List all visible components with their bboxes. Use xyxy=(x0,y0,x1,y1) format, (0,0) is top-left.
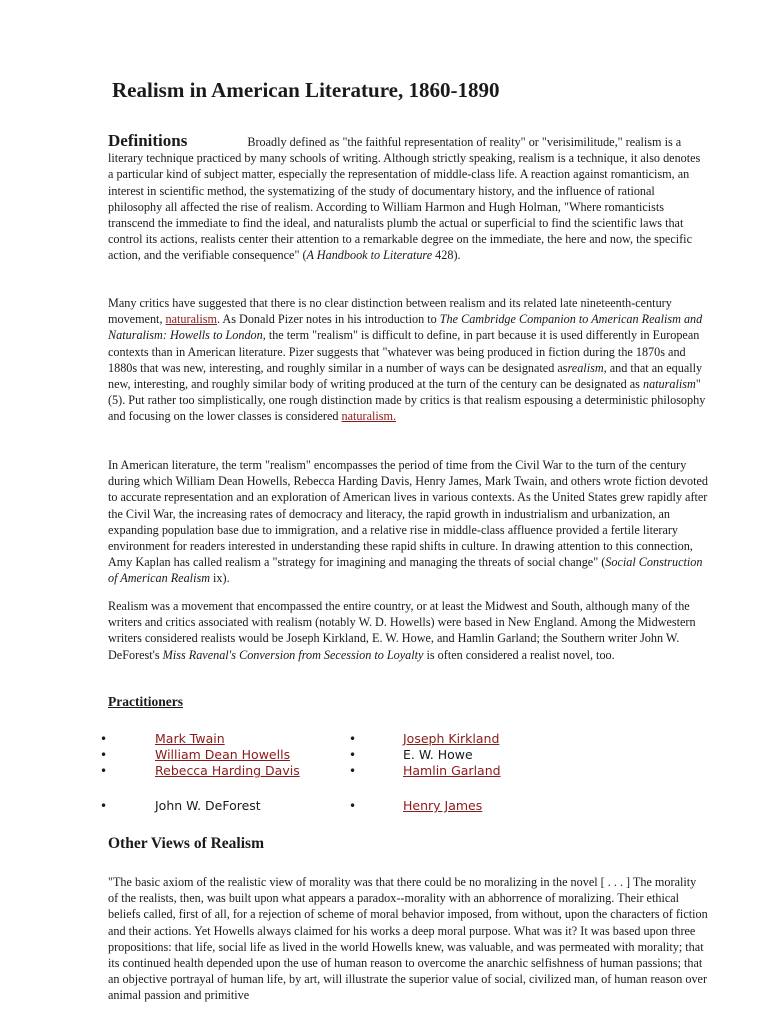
paragraph-text: , and that an equally new, interesting, and roughly similar body of writing produced at the turn of the century can be designated as xyxy=(108,360,703,392)
practitioners-heading: Practitioners xyxy=(108,694,183,709)
bullet: • xyxy=(349,732,357,746)
bullet: • xyxy=(100,748,108,762)
bullet: • xyxy=(100,764,108,778)
bullet: • xyxy=(349,764,357,778)
practitioner-ew-howe: E. W. Howe xyxy=(403,747,473,762)
emphasis-realism: realism xyxy=(567,360,604,375)
naturalism-link-2[interactable]: naturalism. xyxy=(341,409,397,424)
book-title: A Handbook to Literature xyxy=(306,248,433,263)
naturalism-paragraph xyxy=(108,295,708,425)
book-title: Miss Ravenal's Conversion from Secession to Loyalty xyxy=(162,647,424,662)
bullet: • xyxy=(349,799,357,813)
page-title: Realism in American Literature, 1860-1890 xyxy=(112,78,500,102)
definitions-text: Broadly defined as "the faithful representation of reality" or "verisimilitude," realism is a literary technique practiced by many schools of writing. Although strictly speaking, realism is a technique, it also denotes a particular kind of subject matter, especially the representation of middle-class life. A reaction against romanticism, an interest in scientific method, the systematizing of the study of documentary history, and the influence of rational philosophy all affected the rise of realism. According to William Harmon and Hugh Holman, "Where romanticists transcend the immediate to find the ideal, and naturalists plumb the actual or superficial to find the scientific laws that control its actions, realists center their attention to a remarkable degree on the immediate, the here and now, the specific action, and the verifiable consequence" ( xyxy=(108,135,701,263)
paragraph-text: . As Donald Pizer notes in his introduction to xyxy=(217,312,440,327)
book-title: Social Construction of American Realism xyxy=(108,555,703,586)
definitions-heading: Definitions xyxy=(108,131,188,150)
definitions-text-end: 428). xyxy=(432,248,461,263)
practitioner-mark-twain[interactable]: Mark Twain xyxy=(155,731,225,746)
paragraph-text: " (5). Put rather too simplistically, one rough distinction made by critics is that realism espousing a deterministic philosophy and focusing on the lower classes is considered xyxy=(108,377,706,424)
american-literature-paragraph xyxy=(108,457,708,587)
emphasis-naturalism: naturalism xyxy=(642,377,696,392)
paragraph-text: In American literature, the term "realism" encompasses the period of time from the Civil War to the turn of the century during which William Dean Howells, Rebecca Harding Davis, Henry James, Mark Twain, and others wrote fiction devoted to accurate representation and an exploration of American lives in various contexts. As the United States grew rapidly after the Civil War, the increasing rates of democracy and literacy, the rapid growth in industrialism and urbanization, an expanding population base due to immigration, and a relative rise in middle-class affluence provided a fertile literary environment for readers interested in understanding these rapid shifts in culture. In drawing attention to this connection, Amy Kaplan has called realism a "strategy for imagining and managing the threats of social change" ( xyxy=(108,458,708,570)
practitioner-john-deforest: John W. DeForest xyxy=(155,798,261,813)
paragraph-text-end: ix). xyxy=(210,571,230,586)
paragraph-text: Realism was a movement that encompassed the entire country, or at least the Midwest and South, although many of the writers and critics associated with realism (notably W. D. Howells) were based in New England. Among the Midwestern writers considered realists would be Joseph Kirkland, E. W. Howe, and Hamlin Garland; the Southern writer John W. DeForest's xyxy=(108,599,696,662)
practitioner-rebecca-harding-davis[interactable]: Rebecca Harding Davis xyxy=(155,763,300,778)
bullet: • xyxy=(100,732,108,746)
book-title: The Cambridge Companion to American Realism and Naturalism: Howells to London xyxy=(108,312,703,343)
paragraph-text: Many critics have suggested that there is no clear distinction between realism and its related late nineteenth-century movement, xyxy=(108,296,672,327)
definitions-paragraph xyxy=(108,133,708,264)
practitioner-william-dean-howells[interactable]: William Dean Howells xyxy=(155,747,291,762)
other-views-heading: Other Views of Realism xyxy=(108,835,264,852)
movement-paragraph xyxy=(108,598,708,663)
paragraph-text: , the term "realism" is difficult to define, in part because it is used differently in European contexts than in American literature. Pizer suggests that "whatever was being produced in fiction during the 1870s and 1880s that was new, interesting, and roughly similar in a number of ways can be designated as xyxy=(108,328,700,375)
paragraph-text-end: is often considered a realist novel, too. xyxy=(423,647,615,662)
bullet: • xyxy=(349,748,357,762)
practitioner-hamlin-garland[interactable]: Hamlin Garland xyxy=(403,763,501,778)
naturalism-link[interactable]: naturalism xyxy=(165,312,217,327)
practitioner-joseph-kirkland[interactable]: Joseph Kirkland xyxy=(403,731,500,746)
practitioner-henry-james[interactable]: Henry James xyxy=(403,798,483,813)
bullet: • xyxy=(100,799,108,813)
other-views-quote: "The basic axiom of the realistic view of morality was that there could be no moralizing in the novel [ . . . ] The morality of the realists, then, was built upon what appears a paradox--morality with an abhorrence of moralizing. Their ethical beliefs called, first of all, for a rejection of scheme of moral behavior imposed, from without, upon the characters of fiction and their actions. Yet Howells always claimed for his works a deep moral purpose. What was it? It was based upon three propositions: that life, social life as lived in the world Howells knew, was valuable, and was permeated with morality; that its continued health depended upon the use of human reason to overcome the anarchic selfishness of human passions; that an objective portrayal of human life, by art, will illustrate the superior value of social, civilized man, of human reason over animal passion and primitive xyxy=(108,875,708,1003)
